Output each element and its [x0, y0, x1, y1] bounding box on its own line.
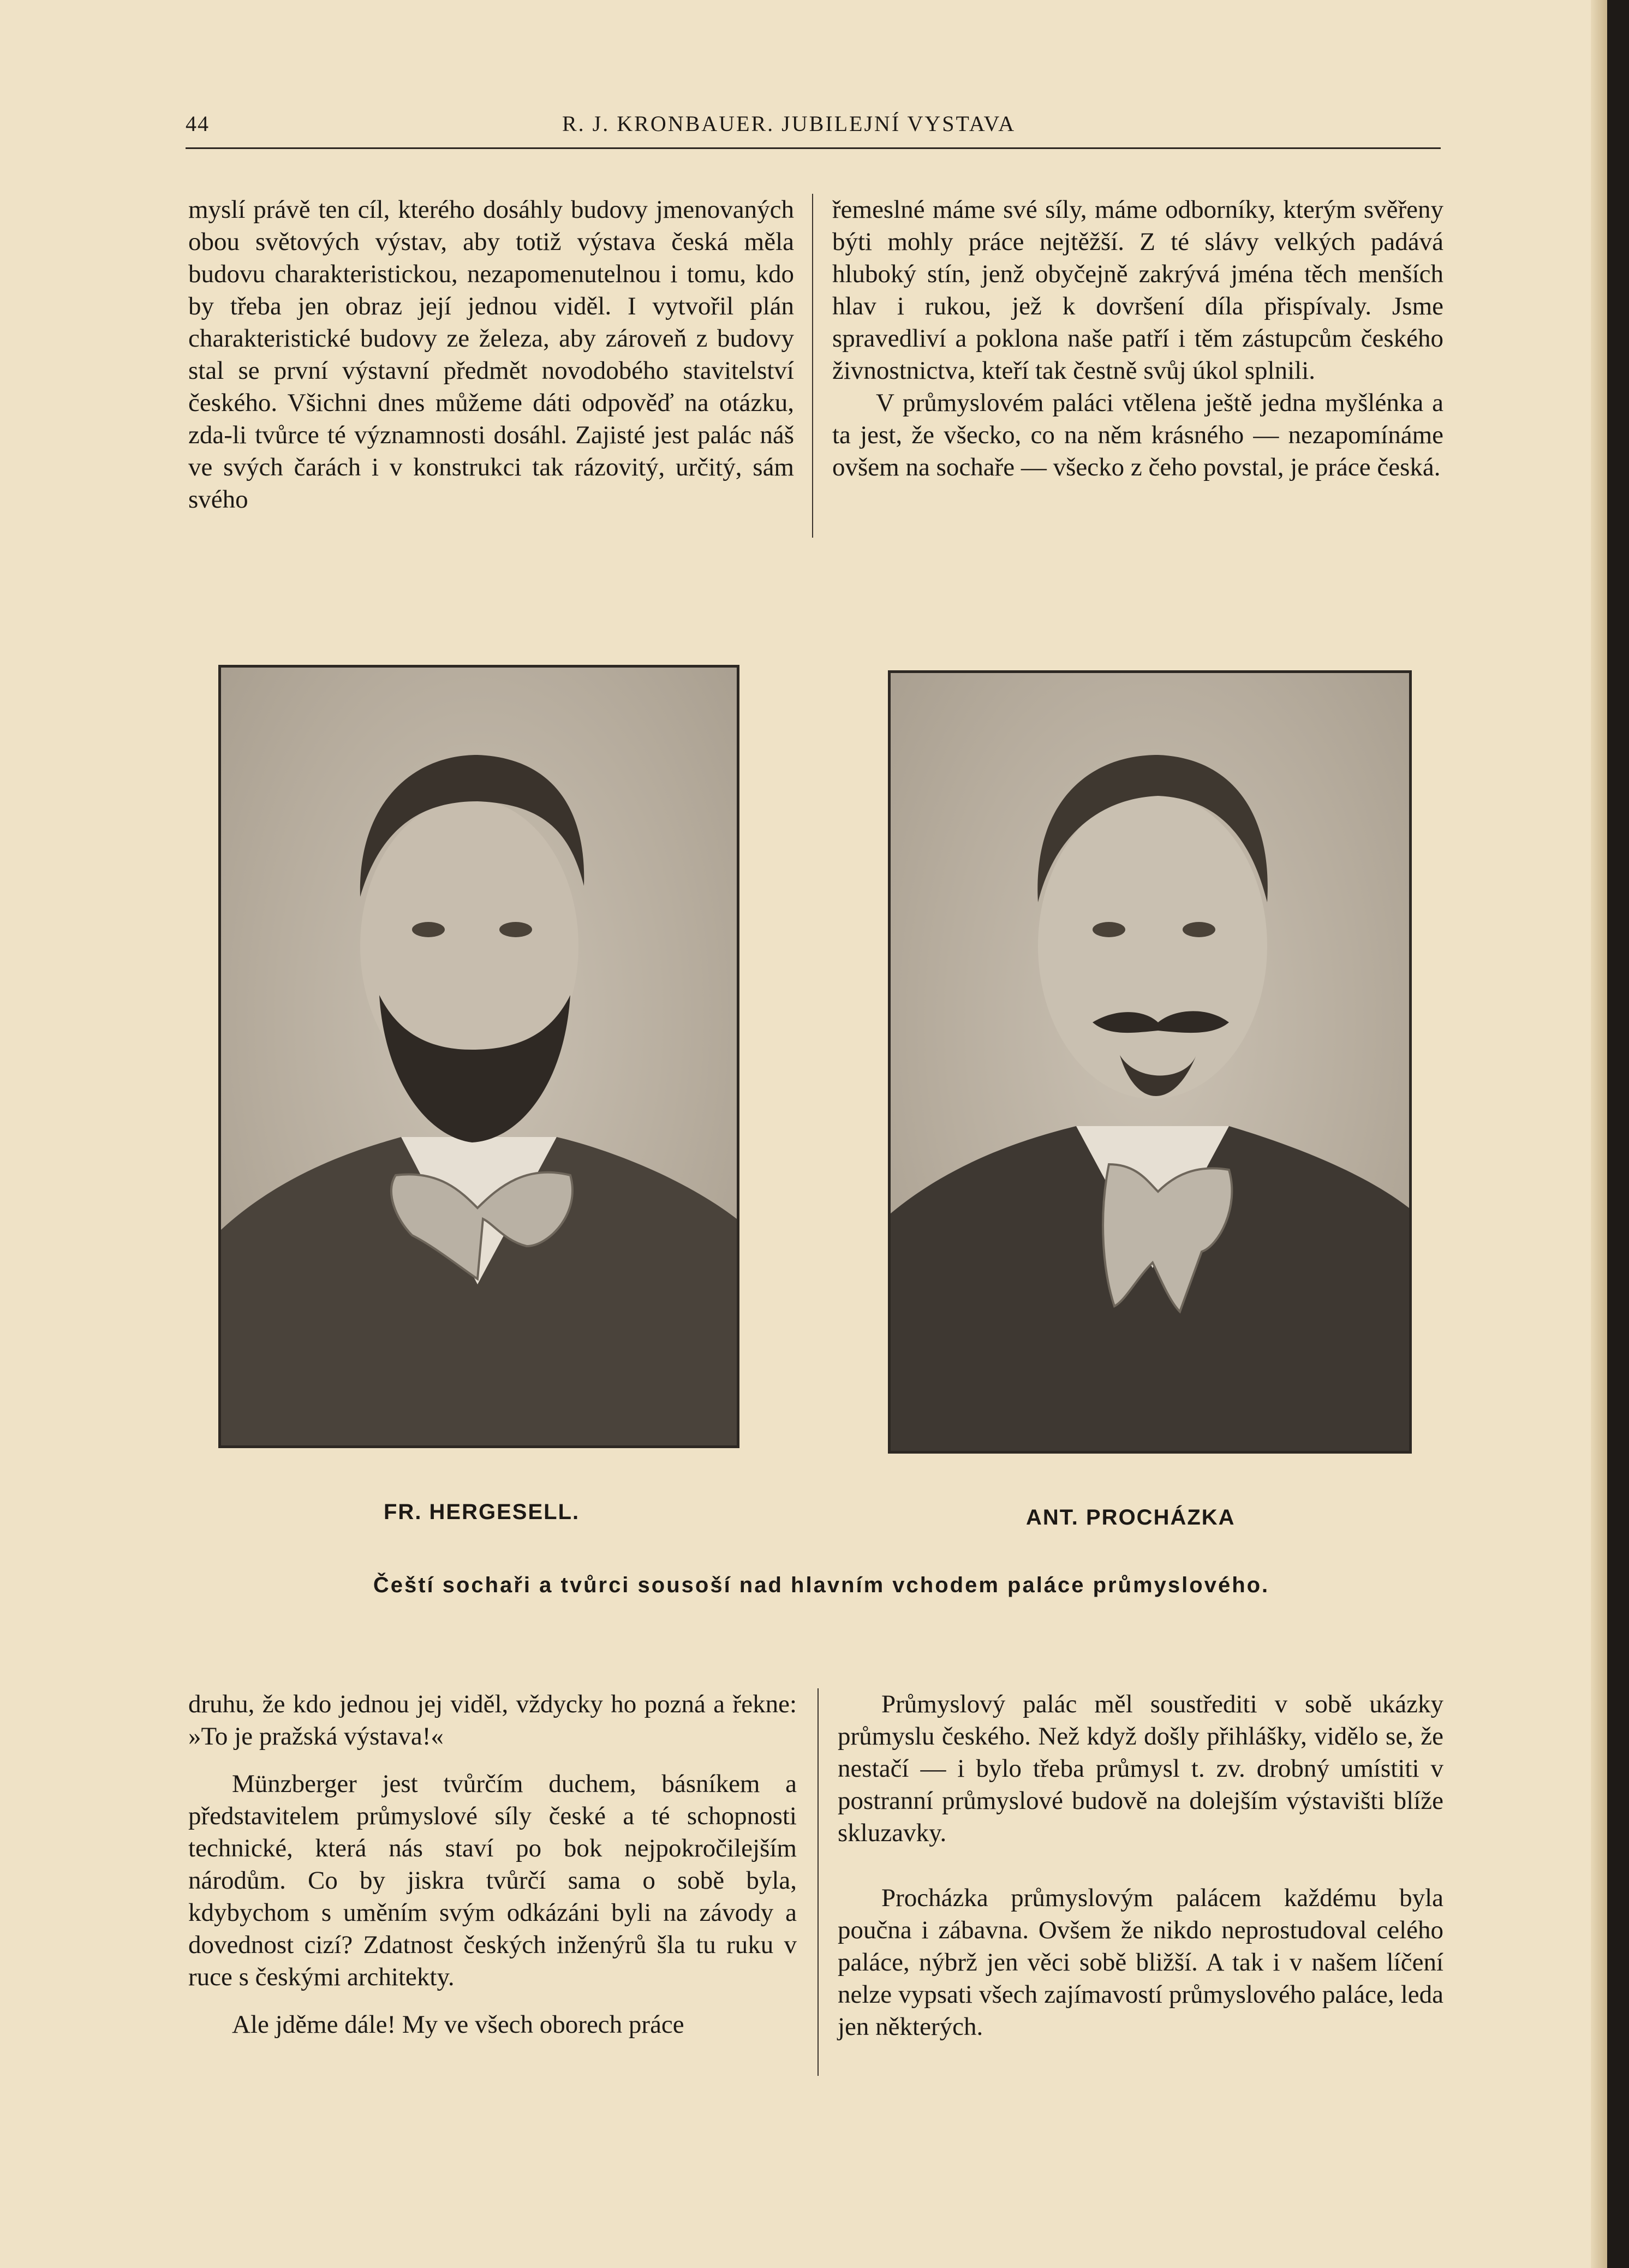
paragraph: Procházka průmyslovým palácem každému byla poučna i zábavna. Ovšem že nikdo neprostudoval celého paláce, nýbrž jen věci sobě bližší. A tak i v našem líčení nelze vypsati všech zajímavostí průmyslového paláce, leda jen některých.	[838, 1884, 1443, 2041]
bottom-right-column	[838, 1688, 1443, 2043]
paragraph: myslí právě ten cíl, kterého dosáhly budovy jmenovaných obou světových výstav, aby totiž výstava česká měla budovu charakteristickou, nezapomenutelnou i tomu, kdo by třeba jen obraz její jednou viděl. I vytvořil plán charakteristické budovy ze železa, aby zároveň z budovy stal se první výstavní předmět novodobého stavitelství českého. Všichni dnes můžeme dáti odpověď na otázku, zda-li tvůrce té významnosti dosáhl. Zajisté jest palác náš ve svých čarách i v konstrukci tak rázovitý, určitý, sám svého	[188, 195, 794, 514]
paragraph: Průmyslový palác měl soustřediti v sobě ukázky průmyslu českého. Než když došly přihlášky, vidělo se, že nestačí — i bylo třeba průmysl t. zv. drobný umístiti v postranní průmyslové budově na dolejším výstavišti blíže skluzavky.	[838, 1690, 1443, 1847]
paragraph: řemeslné máme své síly, máme odborníky, kterým svěřeny býti mohly práce nejtěžší. Z té slávy velkých padává hluboký stín, jenž obyčejně zakrývá jména těch menších hlav i rukou, jež k dovršení díla přispívaly. Jsme spravedliví a poklona naše patří i těm zástupcům českého živnostnictva, kteří tak čestně svůj úkol splnili.	[832, 195, 1443, 385]
portrait-left-caption: FR. HERGESELL.	[384, 1500, 580, 1524]
paragraph: Münzberger jest tvůrčím duchem, básníkem a představitelem průmyslové síly české a té schopnosti technické, která nás staví po bok nejpokročilejším národům. Co by jiskra tvůrčí sama o sobě byla, kdybychom s uměním svým odkázáni byli na závody a dovednost cizí? Zdatnost českých inženýrů šla tu ruku v ruce s českými architekty.	[188, 1770, 797, 1991]
paragraph: V průmyslovém paláci vtělena ještě jedna myšlénka a ta jest, že všecko, co na něm krásného — nezapomínáme ovšem na sochaře — všecko z čeho povstal, je práce česká.	[832, 389, 1443, 481]
running-title: R. J. KRONBAUER. JUBILEJNÍ VYSTAVA	[562, 111, 1016, 136]
bottom-left-column	[188, 1688, 797, 2041]
portrait-prochazka-photo	[888, 670, 1412, 1454]
page-edge	[1591, 0, 1607, 2268]
top-left-column	[188, 194, 794, 516]
portrait-hergesell-photo	[218, 665, 739, 1448]
top-right-column	[832, 194, 1443, 484]
book-spine	[1607, 0, 1629, 2268]
paragraph: Ale jděme dále! My ve všech oborech práce	[232, 2010, 684, 2039]
header-rule	[186, 147, 1441, 149]
column-divider	[812, 194, 813, 538]
column-divider	[818, 1688, 819, 2076]
paragraph: druhu, že kdo jednou jej viděl, vždycky ho pozná a řekne: »To je pražská výstava!«	[188, 1690, 797, 1751]
page-number: 44	[186, 111, 210, 136]
portrait-right-caption: ANT. PROCHÁZKA	[1026, 1505, 1236, 1529]
figure-caption: Čeští sochaři a tvůrci sousoší nad hlavním vchodem paláce průmyslového.	[373, 1573, 1270, 1597]
